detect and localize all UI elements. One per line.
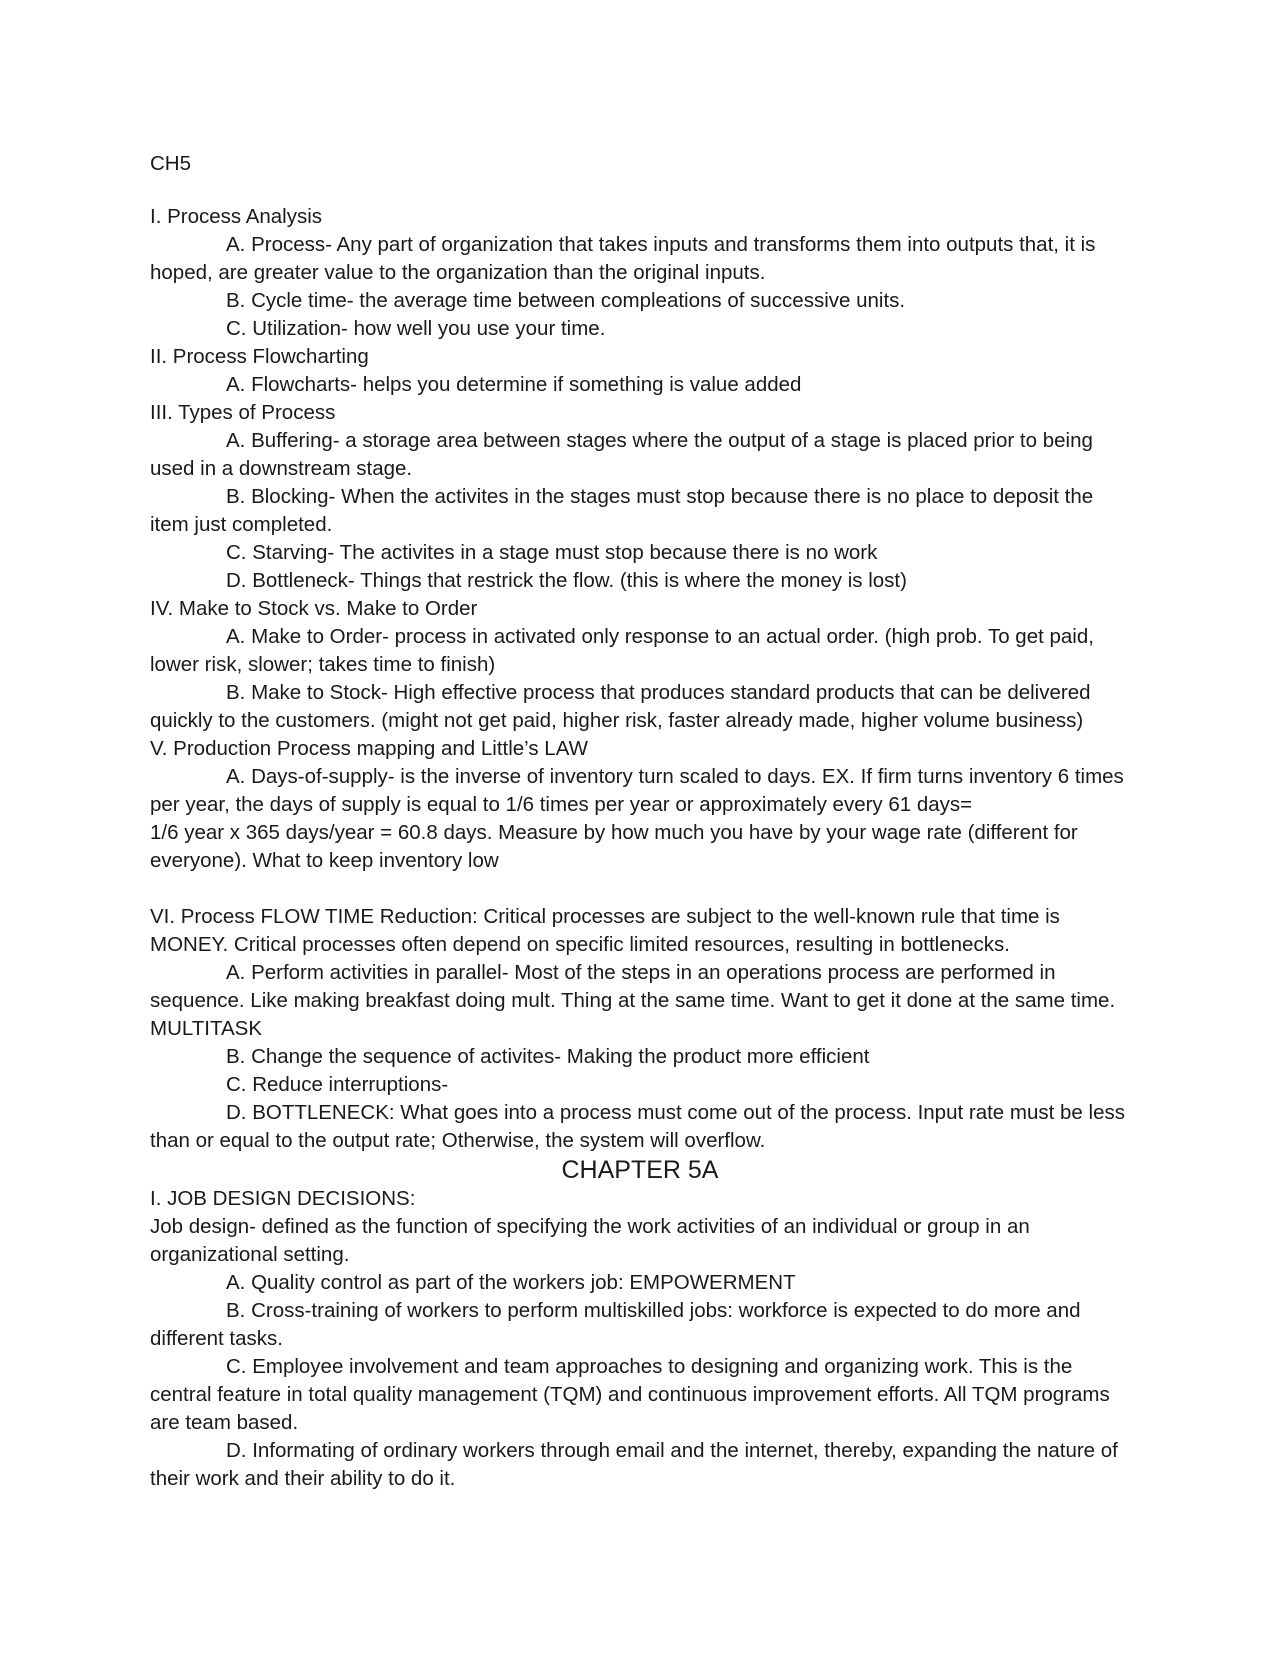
section-heading-process-analysis: I. Process Analysis xyxy=(150,205,323,228)
job-design-definition: Job design- defined as the function of specifying the work activities of an individual or group in an organizational setting. xyxy=(150,1215,1030,1266)
item-cycle-time: B. Cycle time- the average time between compleations of successive units. xyxy=(226,289,906,312)
item-starving: C. Starving- The activites in a stage must stop because there is no work xyxy=(226,541,878,564)
section-heading-littles-law: V. Production Process mapping and Little’s LAW xyxy=(150,737,588,760)
section-heading-job-design: I. JOB DESIGN DECISIONS: xyxy=(150,1187,416,1210)
item-reduce-interruptions: C. Reduce interruptions- xyxy=(226,1073,449,1096)
item-change-sequence: B. Change the sequence of activites- Making the product more efficient xyxy=(226,1045,870,1068)
chapter-label: CH5 xyxy=(150,152,192,175)
section-heading-flow-time-reduction: VI. Process FLOW TIME Reduction: Critical processes are subject to the well-known rule that time is MONEY. Critical processes often depend on specific limited resources, resulting in bottlenecks. xyxy=(150,905,1060,956)
item-quality-control: A. Quality control as part of the workers job: EMPOWERMENT xyxy=(226,1271,796,1294)
chapter-title: CHAPTER 5A xyxy=(561,1156,719,1184)
item-informating: D. Informating of ordinary workers through email and the internet, thereby, expanding the nature of their work and their ability to do it. xyxy=(150,1439,1118,1490)
item-days-of-supply-continued: 1/6 year x 365 days/year = 60.8 days. Measure by how much you have by your wage rate (different for everyone). What to keep inventory low xyxy=(150,821,1078,872)
item-cross-training: B. Cross-training of workers to perform multiskilled jobs: workforce is expected to do more and different tasks. xyxy=(150,1299,1081,1350)
item-employee-involvement: C. Employee involvement and team approaches to designing and organizing work. This is the central feature in total quality management (TQM) and continuous improvement efforts. All TQM programs are team based. xyxy=(150,1355,1110,1434)
item-bottleneck: D. Bottleneck- Things that restrick the flow. (this is where the money is lost) xyxy=(226,569,907,592)
item-process: A. Process- Any part of organization that takes inputs and transforms them into outputs that, it is hoped, are greater value to the organization than the original inputs. xyxy=(150,233,1096,284)
item-flowcharts: A. Flowcharts- helps you determine if something is value added xyxy=(226,373,802,396)
spacer xyxy=(150,875,1130,903)
item-blocking: B. Blocking- When the activites in the stages must stop because there is no place to deposit the item just completed. xyxy=(150,485,1094,536)
section-heading-types-of-process: III. Types of Process xyxy=(150,401,336,424)
section-heading-make-to-stock: IV. Make to Stock vs. Make to Order xyxy=(150,597,478,620)
item-parallel: A. Perform activities in parallel- Most of the steps in an operations process are performed in sequence. Like making breakfast doing mult. Thing at the same time. Want to get it done at the same time. MULTITASK xyxy=(150,961,1116,1040)
item-utilization: C. Utilization- how well you use your time. xyxy=(226,317,606,340)
item-days-of-supply: A. Days-of-supply- is the inverse of inventory turn scaled to days. EX. If firm turns inventory 6 times per year, the days of supply is equal to 1/6 times per year or approximately every 61 days= xyxy=(150,765,1124,816)
item-bottleneck-rule: D. BOTTLENECK: What goes into a process must come out of the process. Input rate must be less than or equal to the output rate; Otherwise, the system will overflow. xyxy=(150,1101,1125,1152)
item-buffering: A. Buffering- a storage area between stages where the output of a stage is placed prior to being used in a downstream stage. xyxy=(150,429,1093,480)
item-make-to-order: A. Make to Order- process in activated only response to an actual order. (high prob. To get paid, lower risk, slower; takes time to finish) xyxy=(150,625,1094,676)
spacer xyxy=(150,178,1130,203)
section-heading-flowcharting: II. Process Flowcharting xyxy=(150,345,369,368)
item-make-to-stock: B. Make to Stock- High effective process that produces standard products that can be delivered quickly to the customers. (might not get paid, higher risk, faster already made, higher volume business) xyxy=(150,681,1091,732)
document-page xyxy=(150,150,1130,1493)
